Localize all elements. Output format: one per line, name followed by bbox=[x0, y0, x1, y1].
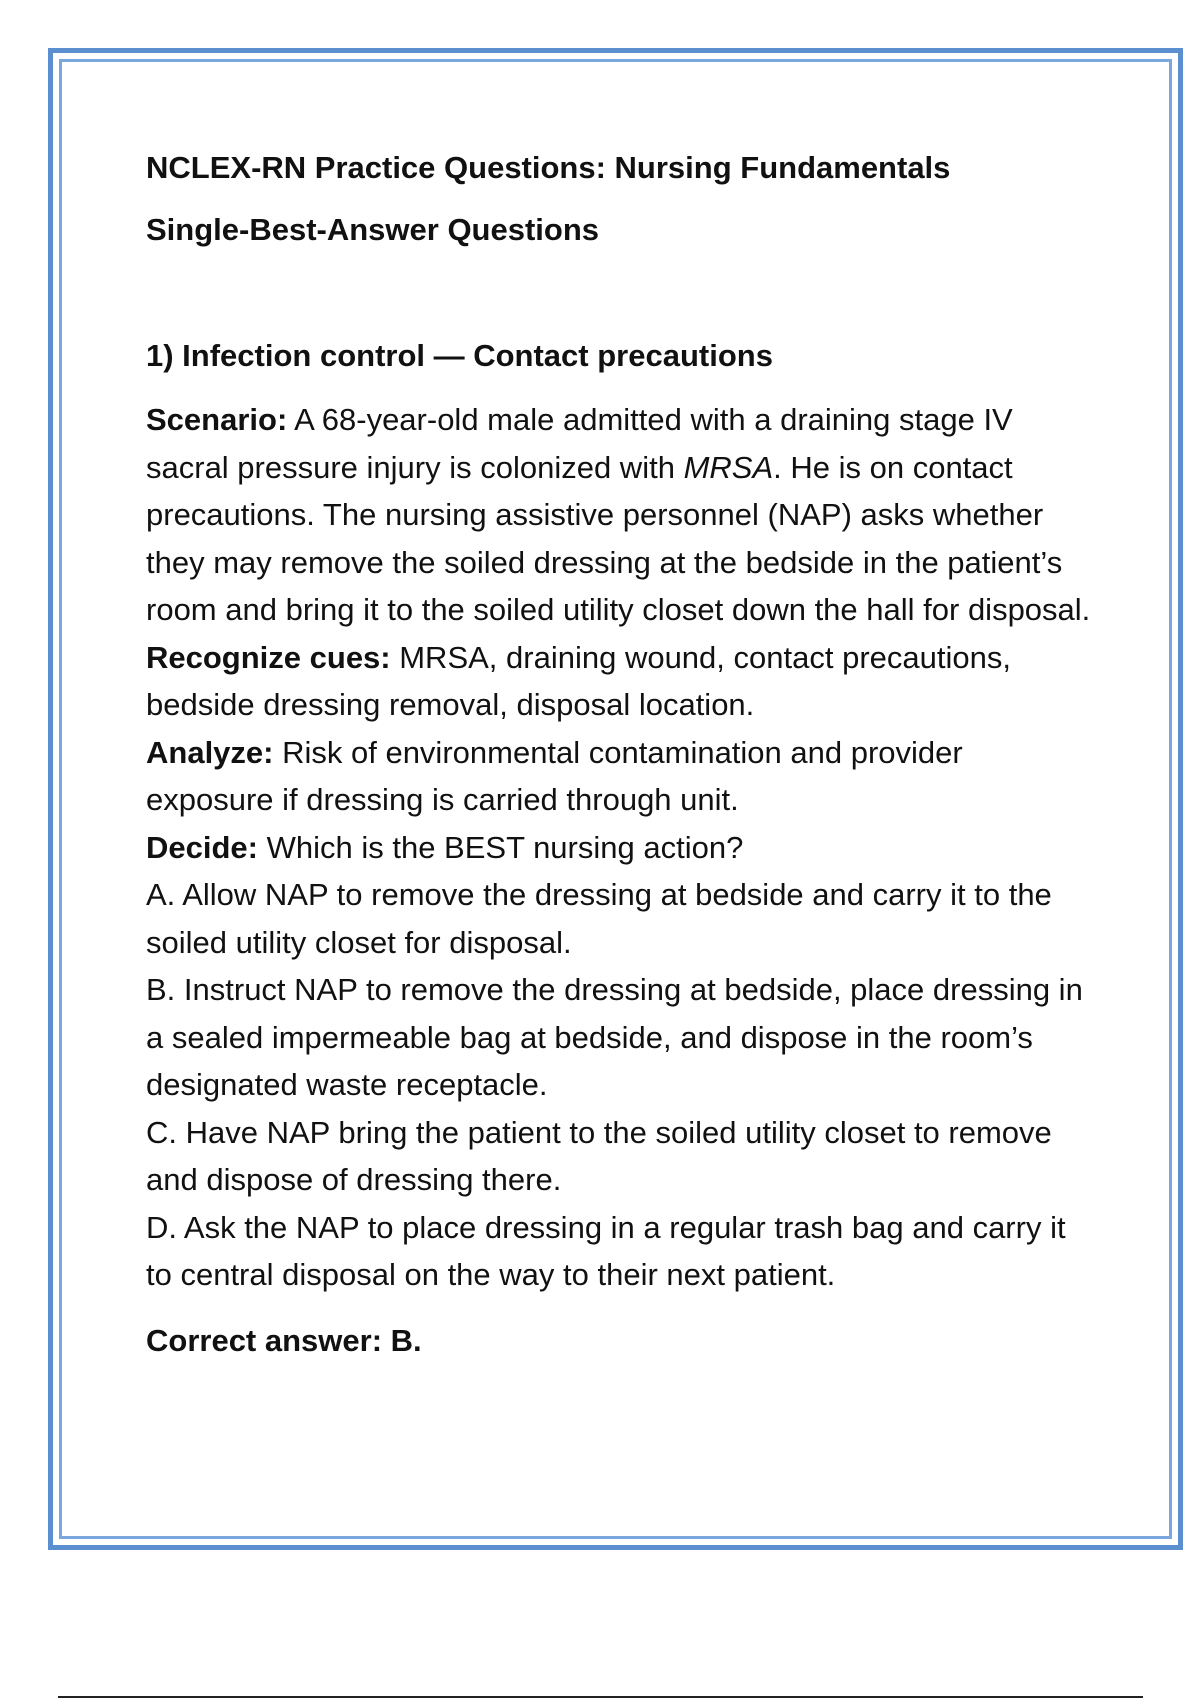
scenario-label: Scenario: bbox=[146, 402, 288, 437]
decide-label: Decide: bbox=[146, 829, 258, 865]
decide-paragraph bbox=[146, 824, 1096, 872]
document-subtitle: Single-Best-Answer Questions bbox=[146, 212, 600, 247]
recognize-cues-text: MRSA, draining wound, contact precautions, bedside dressing removal, disposal location. bbox=[146, 639, 1011, 722]
answer-option-a: A. Allow NAP to remove the dressing at bedside and carry it to the soiled utility closet for disposal. bbox=[146, 877, 1052, 960]
correct-answer: Correct answer: B. bbox=[146, 1322, 422, 1358]
decide-text: Which is the BEST nursing action? bbox=[257, 829, 744, 865]
analyze-label: Analyze: bbox=[146, 734, 274, 770]
scenario-text-before: A 68-year-old male admitted with a draining stage IV sacral pressure injury is colonized with bbox=[146, 402, 1013, 485]
scenario-emphasis: MRSA bbox=[683, 449, 774, 485]
analyze-text: Risk of environmental contamination and provider exposure if dressing is carried through unit. bbox=[146, 734, 963, 817]
document-title: NCLEX-RN Practice Questions: Nursing Fundamentals bbox=[146, 150, 951, 185]
page-content bbox=[146, 148, 1096, 1392]
recognize-cues-label: Recognize cues: bbox=[146, 639, 391, 675]
analyze-paragraph bbox=[146, 729, 1096, 824]
scenario-paragraph bbox=[146, 396, 1096, 634]
answer-option-c: C. Have NAP bring the patient to the soiled utility closet to remove and dispose of dressing there. bbox=[146, 1114, 1052, 1197]
recognize-cues-paragraph bbox=[146, 634, 1096, 729]
answer-option-b: B. Instruct NAP to remove the dressing at bedside, place dressing in a sealed impermeable bag at bedside, and dispose in the room’s designated waste receptacle. bbox=[146, 972, 1083, 1102]
answer-option-d: D. Ask the NAP to place dressing in a regular trash bag and carry it to central disposal on the way to their next patient. bbox=[146, 1209, 1066, 1292]
question-heading: 1) Infection control — Contact precautions bbox=[146, 338, 773, 373]
scenario-text-after: . He is on contact precautions. The nursing assistive personnel (NAP) asks whether they may remove the soiled dressing at the bedside in the patient’s room and bring it to the soiled utility closet down the hall for disposal. bbox=[146, 449, 1091, 627]
bottom-divider bbox=[58, 1696, 1143, 1698]
